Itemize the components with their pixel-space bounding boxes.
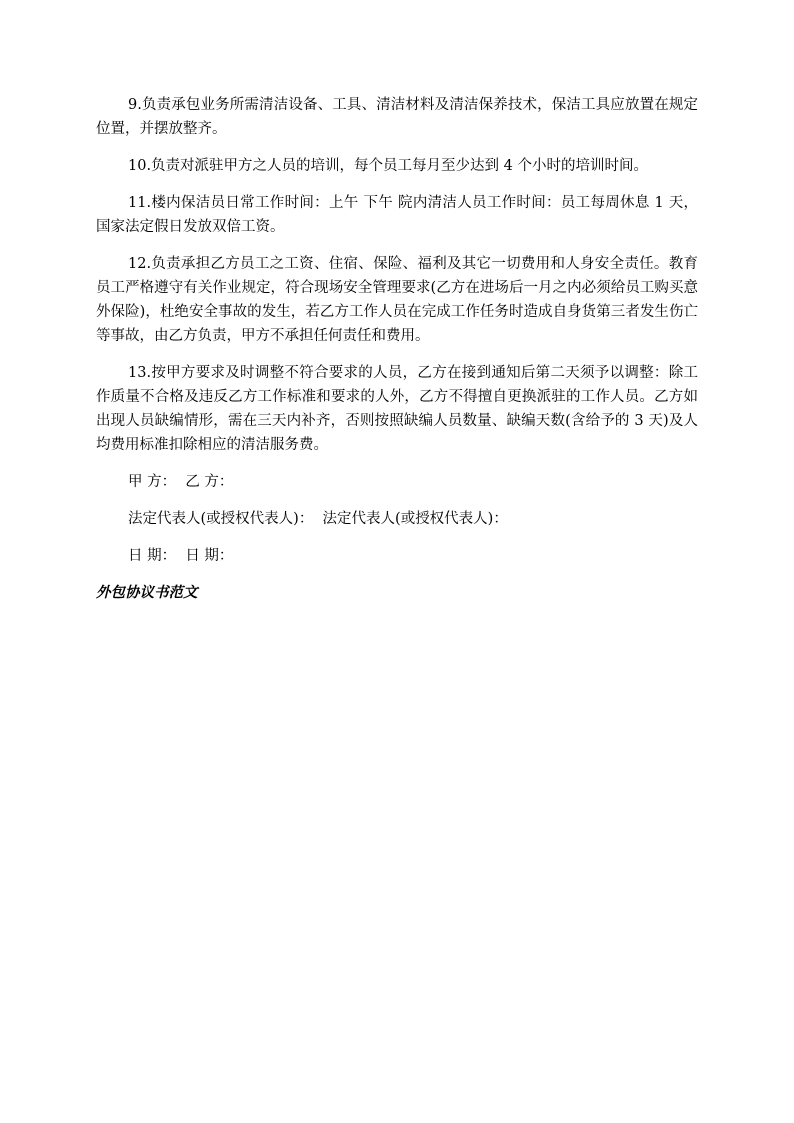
clause-12: 12.负责承担乙方员工之工资、住宿、保险、福利及其它一切费用和人身安全责任。教育员工严格遵守有关作业规定，符合现场安全管理要求(乙方在进场后一月之内必须给员工购买意外保险)，杜绝安全事故的发生，若乙方工作人员在完成工作任务时造成自身货第三者发生伤亡等事故，由乙方负责，甲方不承担任何责任和费用。 xyxy=(96,256,698,344)
signature-dates: 日 期： 日 期： xyxy=(128,548,234,564)
clause-10: 10.负责对派驻甲方之人员的培训，每个员工每月至少达到 4 个小时的培训时间。 xyxy=(128,158,649,174)
clause-13: 13.按甲方要求及时调整不符合要求的人员，乙方在接到通知后第二天须予以调整：除工作质量不合格及违反乙方工作标准和要求的人外，乙方不得擅自更换派驻的工作人员。乙方如出现人员缺编情形，需在三天内补齐，否则按照缺编人员数量、缺编天数(含给予的 3 天)及人均费用标准扣除相应的清洁服务费。 xyxy=(96,365,698,453)
signature-representatives: 法定代表人(或授权代表人)： 法定代表人(或授权代表人)： xyxy=(128,511,508,527)
signature-parties: 甲 方： 乙 方： xyxy=(128,474,234,490)
clause-11: 11.楼内保洁员日常工作时间：上午 下午 院内清洁人员工作时间：员工每周休息 1 天，国家法定假日发放双倍工资。 xyxy=(96,195,698,235)
clause-9: 9.负责承包业务所需清洁设备、工具、清洁材料及清洁保养技术，保洁工具应放置在规定位置，并摆放整齐。 xyxy=(96,97,698,137)
document-page xyxy=(96,93,698,605)
section-heading: 外包协议书范文 xyxy=(96,584,198,601)
